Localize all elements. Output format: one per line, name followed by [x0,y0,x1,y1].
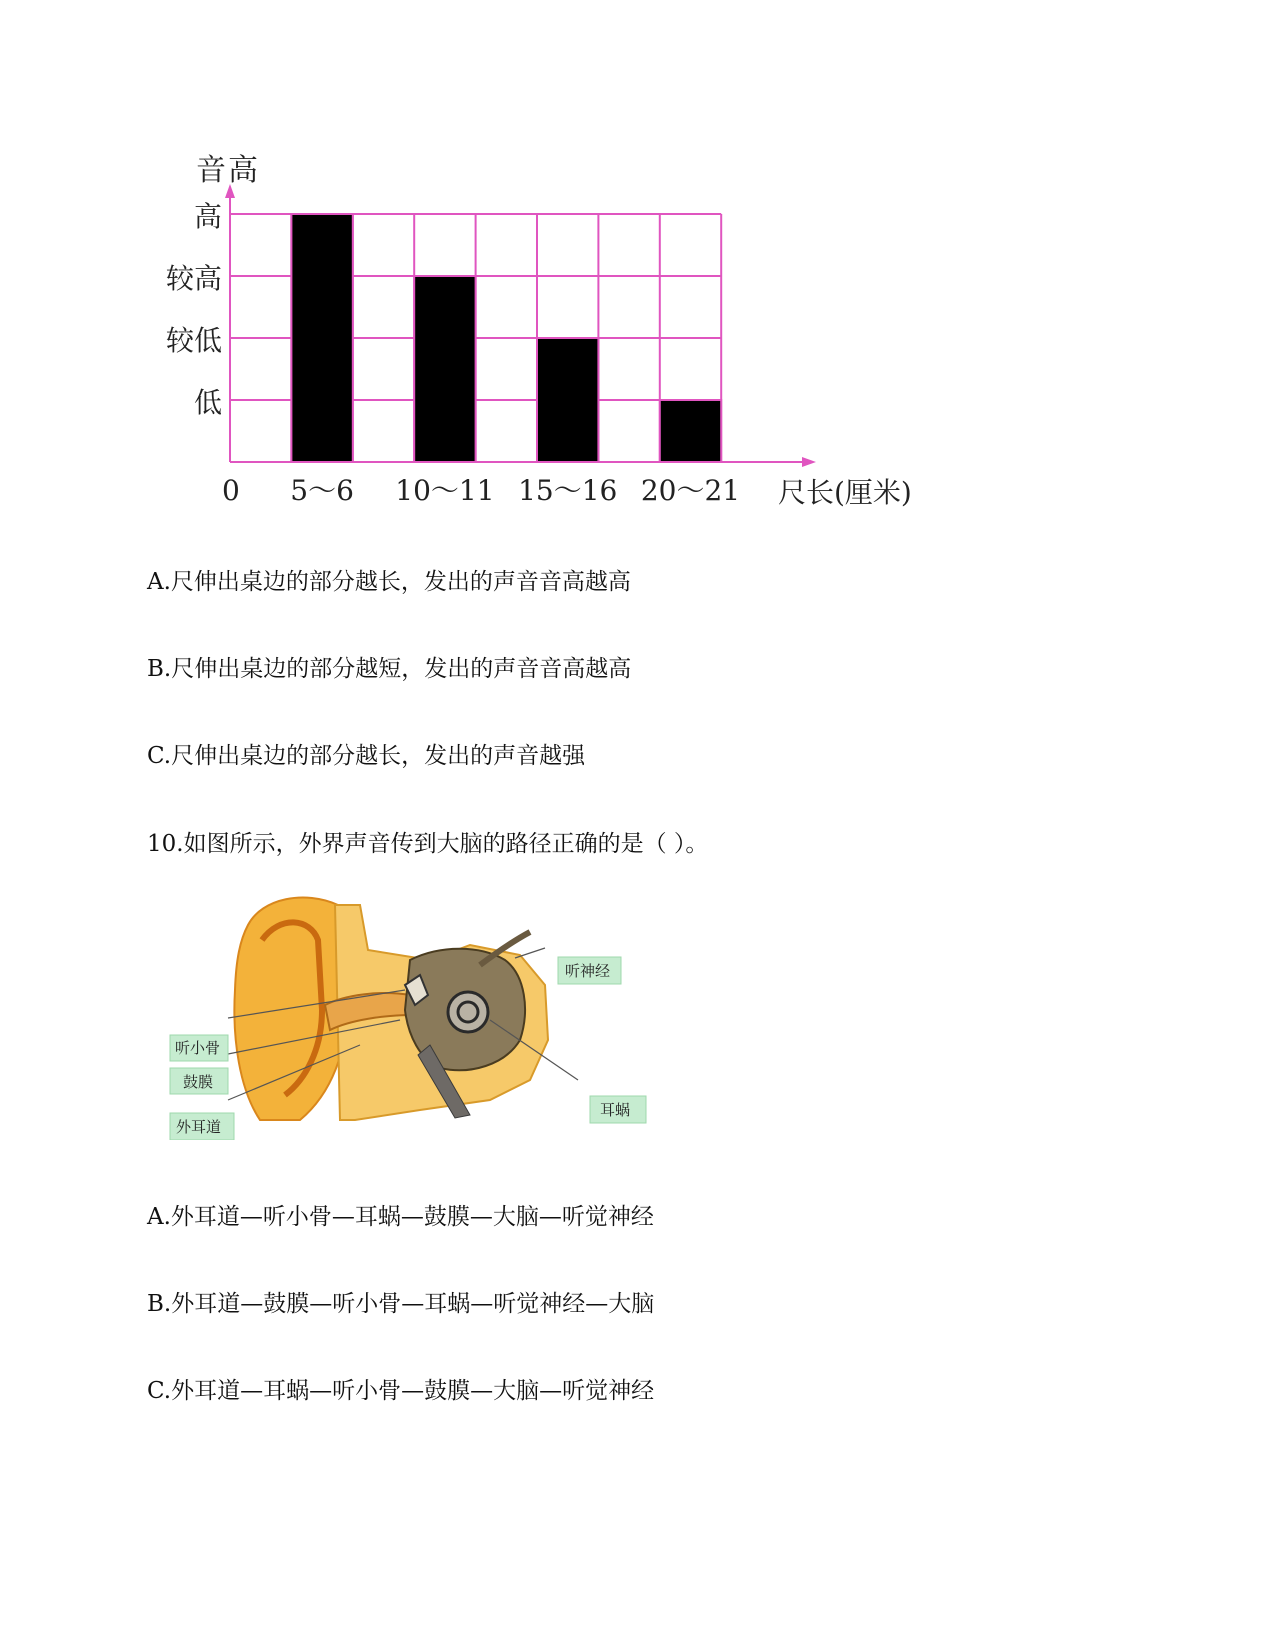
q9-option-a[interactable]: A.尺伸出桌边的部分越长，发出的声音音高越高 [147,569,631,595]
label-cochlea: 耳蜗 [600,1101,631,1119]
origin-label: 0 [222,474,240,507]
question-10-text: 10.如图所示，外界声音传到大脑的路径正确的是（ ）。 [147,831,709,857]
x-axis-label: 尺长(厘米) [778,476,912,509]
leader-nerve [515,948,545,958]
ear-illustration [234,898,548,1120]
x-tick-label: 10～11 [395,474,495,507]
y-tick-label: 低 [193,386,222,419]
y-tick-label: 较高 [165,262,222,295]
q10-option-b[interactable]: B.外耳道—鼓膜—听小骨—耳蜗—听觉神经—大脑 [147,1291,655,1317]
label-eardrum: 鼓膜 [183,1073,214,1091]
label-canal: 外耳道 [176,1118,222,1136]
label-ossicles: 听小骨 [175,1039,221,1057]
q10-option-a[interactable]: A.外耳道—听小骨—耳蜗—鼓膜—大脑—听觉神经 [147,1204,654,1230]
x-tick-label: 20～21 [640,474,741,507]
label-nerve: 听神经 [565,962,611,980]
q9-option-c[interactable]: C.尺伸出桌边的部分越长，发出的声音越强 [147,743,586,769]
cochlea-shape [448,992,488,1032]
y-tick-label: 高 [193,200,222,233]
x-tick-label: 5～6 [290,474,354,507]
q9-option-b[interactable]: B.尺伸出桌边的部分越短，发出的声音音高越高 [147,656,632,682]
q10-option-c[interactable]: C.外耳道—耳蜗—听小骨—鼓膜—大脑—听觉神经 [147,1378,655,1404]
x-tick-label: 15～16 [518,474,618,507]
y-tick-label: 较低 [165,324,222,357]
y-axis-label: 音高 [196,153,260,188]
